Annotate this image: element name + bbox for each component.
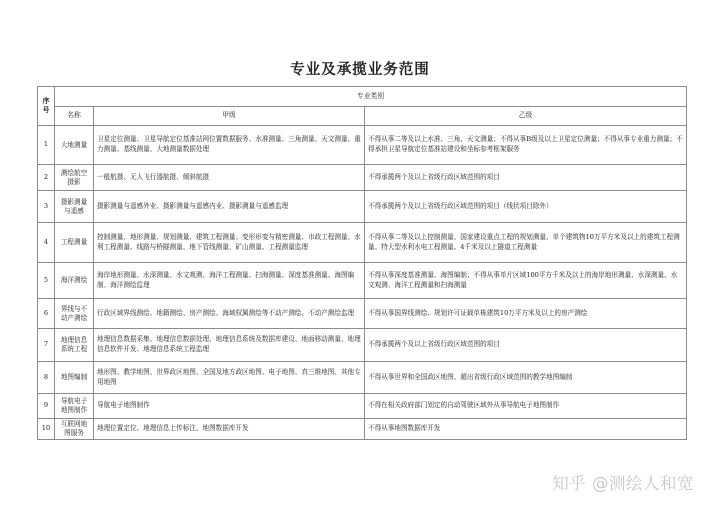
row-name: 工程测量	[55, 223, 94, 263]
row-grade-a: 摄影测量与遥感外业、摄影测量与遥感内业、摄影测量与遥感监理	[94, 191, 365, 223]
row-seq: 5	[38, 263, 55, 299]
row-seq: 6	[38, 299, 55, 329]
table-row	[38, 419, 687, 440]
row-grade-a: 导航电子地图制作	[94, 394, 365, 419]
row-name: 摄影测量与遥感	[55, 191, 94, 223]
row-name: 界线与不动产测绘	[55, 299, 94, 329]
row-grade-b: 不得承揽两个及以上省级行政区域范围的项目	[365, 165, 687, 191]
business-scope-table	[37, 86, 687, 440]
row-grade-b: 不得承揽两个及以上省级行政区域范围的项目（线状项目除外）	[365, 191, 687, 223]
row-seq: 2	[38, 165, 55, 191]
table-row	[38, 329, 687, 362]
row-name: 测绘航空摄影	[55, 165, 94, 191]
row-grade-a: 地理位置定位、地理信息上传标注、地图数据库开发	[94, 419, 365, 440]
row-grade-b: 不得从事世界和全国政区地图、超出省级行政区域范围的教学地图编制	[365, 362, 687, 394]
seq-header-cell	[38, 87, 55, 126]
row-seq: 4	[38, 223, 55, 263]
zhihu-watermark: 知乎 @测绘人和宽	[552, 474, 694, 493]
grade-b-header: 乙级	[365, 107, 687, 126]
row-name: 导航电子地图制作	[55, 394, 94, 419]
row-grade-a: 控制测量、地形测量、规划测量、建筑工程测量、变形形变与精密测量、市政工程测量、水利工程测量、线路与桥隧测量、地下管线测量、矿山测量、工程测量监理	[94, 223, 365, 263]
table-row	[38, 191, 687, 223]
category-header: 专业类别	[55, 87, 687, 107]
table-row	[38, 263, 687, 299]
row-grade-a: 地形图、教学地图、世界政区地图、全国及地方政区地图、电子地图、真三维地图、其他专用地图	[94, 362, 365, 394]
row-grade-b: 不得从事二等及以上水准、三角、天文测量；不得从事B级及以上卫星定位测量；不得从事专业重力测量；不得承担卫星导航定位基准站建设和坐标参考框架服务	[365, 126, 687, 165]
row-grade-a: 海岸地形测量、水深测量、水文观测、海洋工程测量、扫海测量、深度基准测量、海图编制、海洋测绘监理	[94, 263, 365, 299]
row-grade-a: 地理信息数据采集、地理信息数据处理、地理信息系统及数据库建设、地面移动测量、地理信息软件开发、地理信息系统工程监理	[94, 329, 365, 362]
row-seq: 9	[38, 394, 55, 419]
row-grade-b: 不得从事地图数据库开发	[365, 419, 687, 440]
row-grade-b: 不得在相关政府部门划定的自动驾驶区域外从事导航电子地图制作	[365, 394, 687, 419]
row-seq: 1	[38, 126, 55, 165]
row-grade-b: 不得承揽两个及以上省级行政区域范围的项目	[365, 329, 687, 362]
row-grade-a: 卫星定位测量、卫星导航定位基准站网位置数据服务、水准测量、三角测量、天文测量、重力测量、基线测量、大地测量数据处理	[94, 126, 365, 165]
row-seq: 8	[38, 362, 55, 394]
row-grade-b: 不得从事深度基准测量、海图编制；不得从事单片区域100平方千米及以上的海岸地形测量、水深测量、水文观测、海洋工程测量和扫海测量	[365, 263, 687, 299]
row-grade-b: 不得从事二等及以上控制测量、国家建设重点工程的规划测量、单个建筑物10万平方米及以上的建筑工程测量、特大型水利水电工程测量、4千米及以上隧道工程测量	[365, 223, 687, 263]
row-name: 海洋测绘	[55, 263, 94, 299]
row-seq: 10	[38, 419, 55, 440]
seq-header: 序号	[42, 97, 50, 114]
row-grade-a: 行政区域界线测绘、地籍测绘、房产测绘、海域权属测绘等不动产测绘、不动产测绘监理	[94, 299, 365, 329]
grade-a-header: 甲级	[94, 107, 365, 126]
row-name: 互联网地图服务	[55, 419, 94, 440]
table-row	[38, 223, 687, 263]
table-row	[38, 362, 687, 394]
row-name: 地理信息系统工程	[55, 329, 94, 362]
row-name: 大地测量	[55, 126, 94, 165]
row-seq: 7	[38, 329, 55, 362]
table-row	[38, 394, 687, 419]
row-name: 地图编制	[55, 362, 94, 394]
row-grade-a: 一般航摄、无人飞行器航摄、倾斜航摄	[94, 165, 365, 191]
table-row	[38, 126, 687, 165]
name-header: 名称	[55, 107, 94, 126]
table-row	[38, 165, 687, 191]
row-seq: 3	[38, 191, 55, 223]
row-grade-b: 不得从事国界线测绘、规划许可证载单栋建筑10万平方米及以上的房产测绘	[365, 299, 687, 329]
page-title: 专业及承揽业务范围	[290, 61, 430, 78]
table-row	[38, 299, 687, 329]
